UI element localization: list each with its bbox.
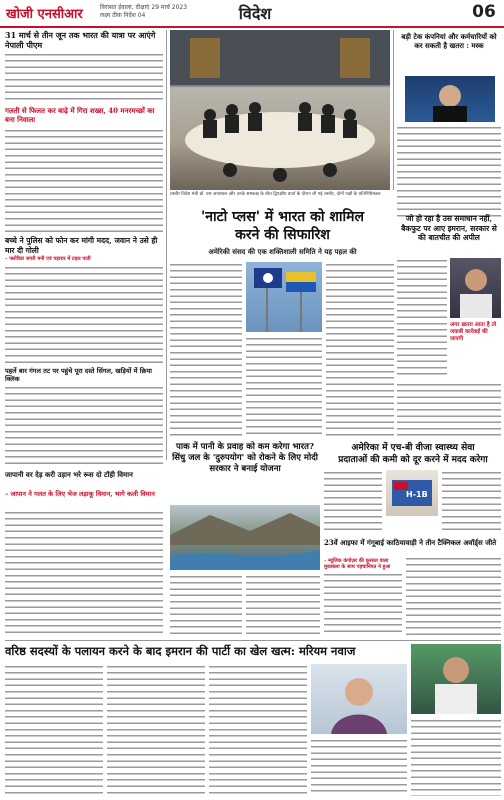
page-number: 06 [472,2,496,22]
story-body [397,382,501,440]
story-body [5,385,163,465]
nato-subhead: अमेरिकी संसद की एक शक्तिशाली समिति ने यह पहल की [208,248,357,256]
masthead-date [100,4,187,20]
story-body [411,718,501,796]
story-headline: जापानी वर देड़ करी उड़ान भरे रूस दो टॉही विमान [5,470,133,479]
story-body [5,52,163,102]
river-photo [170,505,320,570]
divider [5,640,501,641]
nato-headline [170,208,395,244]
date-line-1: विरासत ईवाला, दीक्षाएं 29 मार्च 2023 [100,4,188,11]
nato-headline-line2: करने की सिफारिश [235,227,330,243]
story-subhead: – फ्लोरिडा जगरी मनी एवं पहारार में टहल पाती [5,256,91,262]
story-headline: 31 मार्च से तीन जून तक भारत की यात्रा पर आएंगे नेपाली पीएम [5,30,156,50]
story-body [397,258,447,378]
story-headline: गलती से फिलत कर बाढ़े में गिरा शख्स, 40 मनरमच्छों का बना निवाला [5,106,155,124]
maryam-photo [311,664,407,734]
story-body [324,470,382,532]
story-body [406,556,501,636]
date-line-2: लक्ष्य ठीक निर्देश 04 [100,12,146,19]
imran-headline [397,214,501,243]
story-body [5,510,163,638]
imran-bottom-photo [411,644,501,714]
story-body [5,265,163,363]
bottom-headline: वरिष्ठ सदस्यों के पलायन करने के बाद इमरान की पार्टी का खेल खत्म: मरियम नवाज [5,644,356,658]
story-body [397,125,501,220]
brand-logo: खोजी एनसीआर [6,7,83,22]
story-body [107,664,205,796]
h1b-badge: H-1B [406,490,428,499]
imran-headline-line2: बैकफुट पर आए इमरान, सरकार से की बातचीत की अपील [401,223,497,242]
story-headline: पहलें बार गंगल तट पर पहुंचे पूरा दस्ते सिंगल, खड़ियों में क्रिया क्लिक [5,367,152,383]
musk-photo [405,76,495,122]
story-body [442,470,501,532]
meeting-photo [170,30,390,190]
nato-flag-photo [246,262,322,332]
story-headline: बच्चे ने पुलिस को फोन कर मांगी मदद, जवान ने उसे ही मार दी गोली [5,236,158,255]
nato-headline-line1: 'नाटो प्लस' में भारत को शामिल [200,209,365,225]
story-body [5,128,163,232]
imran-quote: अगर ख़तरा आता है तो जवाबी कार्रवाई की जाएगी [450,322,497,342]
column-rule [393,30,394,190]
photo-caption: तस्वीर विदेश मंत्री डॉ. एस जयशंकर और उनके समकक्ष के बीच द्विपक्षीय वार्ता के दौरान ली गई तस्वीर, दोनों पक्षों के प्रतिनिधिमंडल [170,192,381,197]
story-headline: बड़ी टेक कंपनियां और कर्मचारियों को कर सकती है खतरा : मस्क [401,32,497,50]
story-body [324,572,402,636]
story-body [5,664,103,796]
story-body [209,664,307,796]
h1b-headline [324,442,502,466]
section-title: विदेश [238,4,272,23]
story-body [170,574,242,636]
story-body [246,574,320,636]
story-subhead: – जापान ने गलत के लिए भेज लड़ाकू विमान, भागे कली विमान [5,490,155,498]
meeting-photo-illustration [170,30,390,190]
column-rule [166,30,167,460]
ganga-subhead: – म्यूजिक कंपोज़र की फ़ुरसत वाला मुकाबला के साथ पहचानियत ने हुआ [324,558,391,570]
h1b-headline-line1: अमेरिका में एच-बी वीजा स्वास्थ्य सेवा [351,443,475,453]
story-body [170,262,242,437]
story-body [311,738,407,796]
ganga-headline: 23वें आइफा में गंगूबाई काठियावाड़ी ने तीन टैक्निकल अवॉर्ड्स जीते [324,538,497,547]
story-body [326,262,394,437]
h1b-headline-line2: प्रदाताओं की कमी को दूर करने में मदद करेगा [338,455,488,465]
h1b-visa-photo [386,470,438,516]
imran-photo [450,258,501,318]
pak-headline: पाक में पानी के प्रवाह को कम करेगा भारत? सिंधु जल के 'दुरुपयोग' को रोकने के लिए मोदी सरकार ने बनाई योजना [172,442,318,474]
story-body [246,336,322,436]
imran-headline-line1: जो हो रहा है उस समाधान नहीं, [405,214,493,223]
